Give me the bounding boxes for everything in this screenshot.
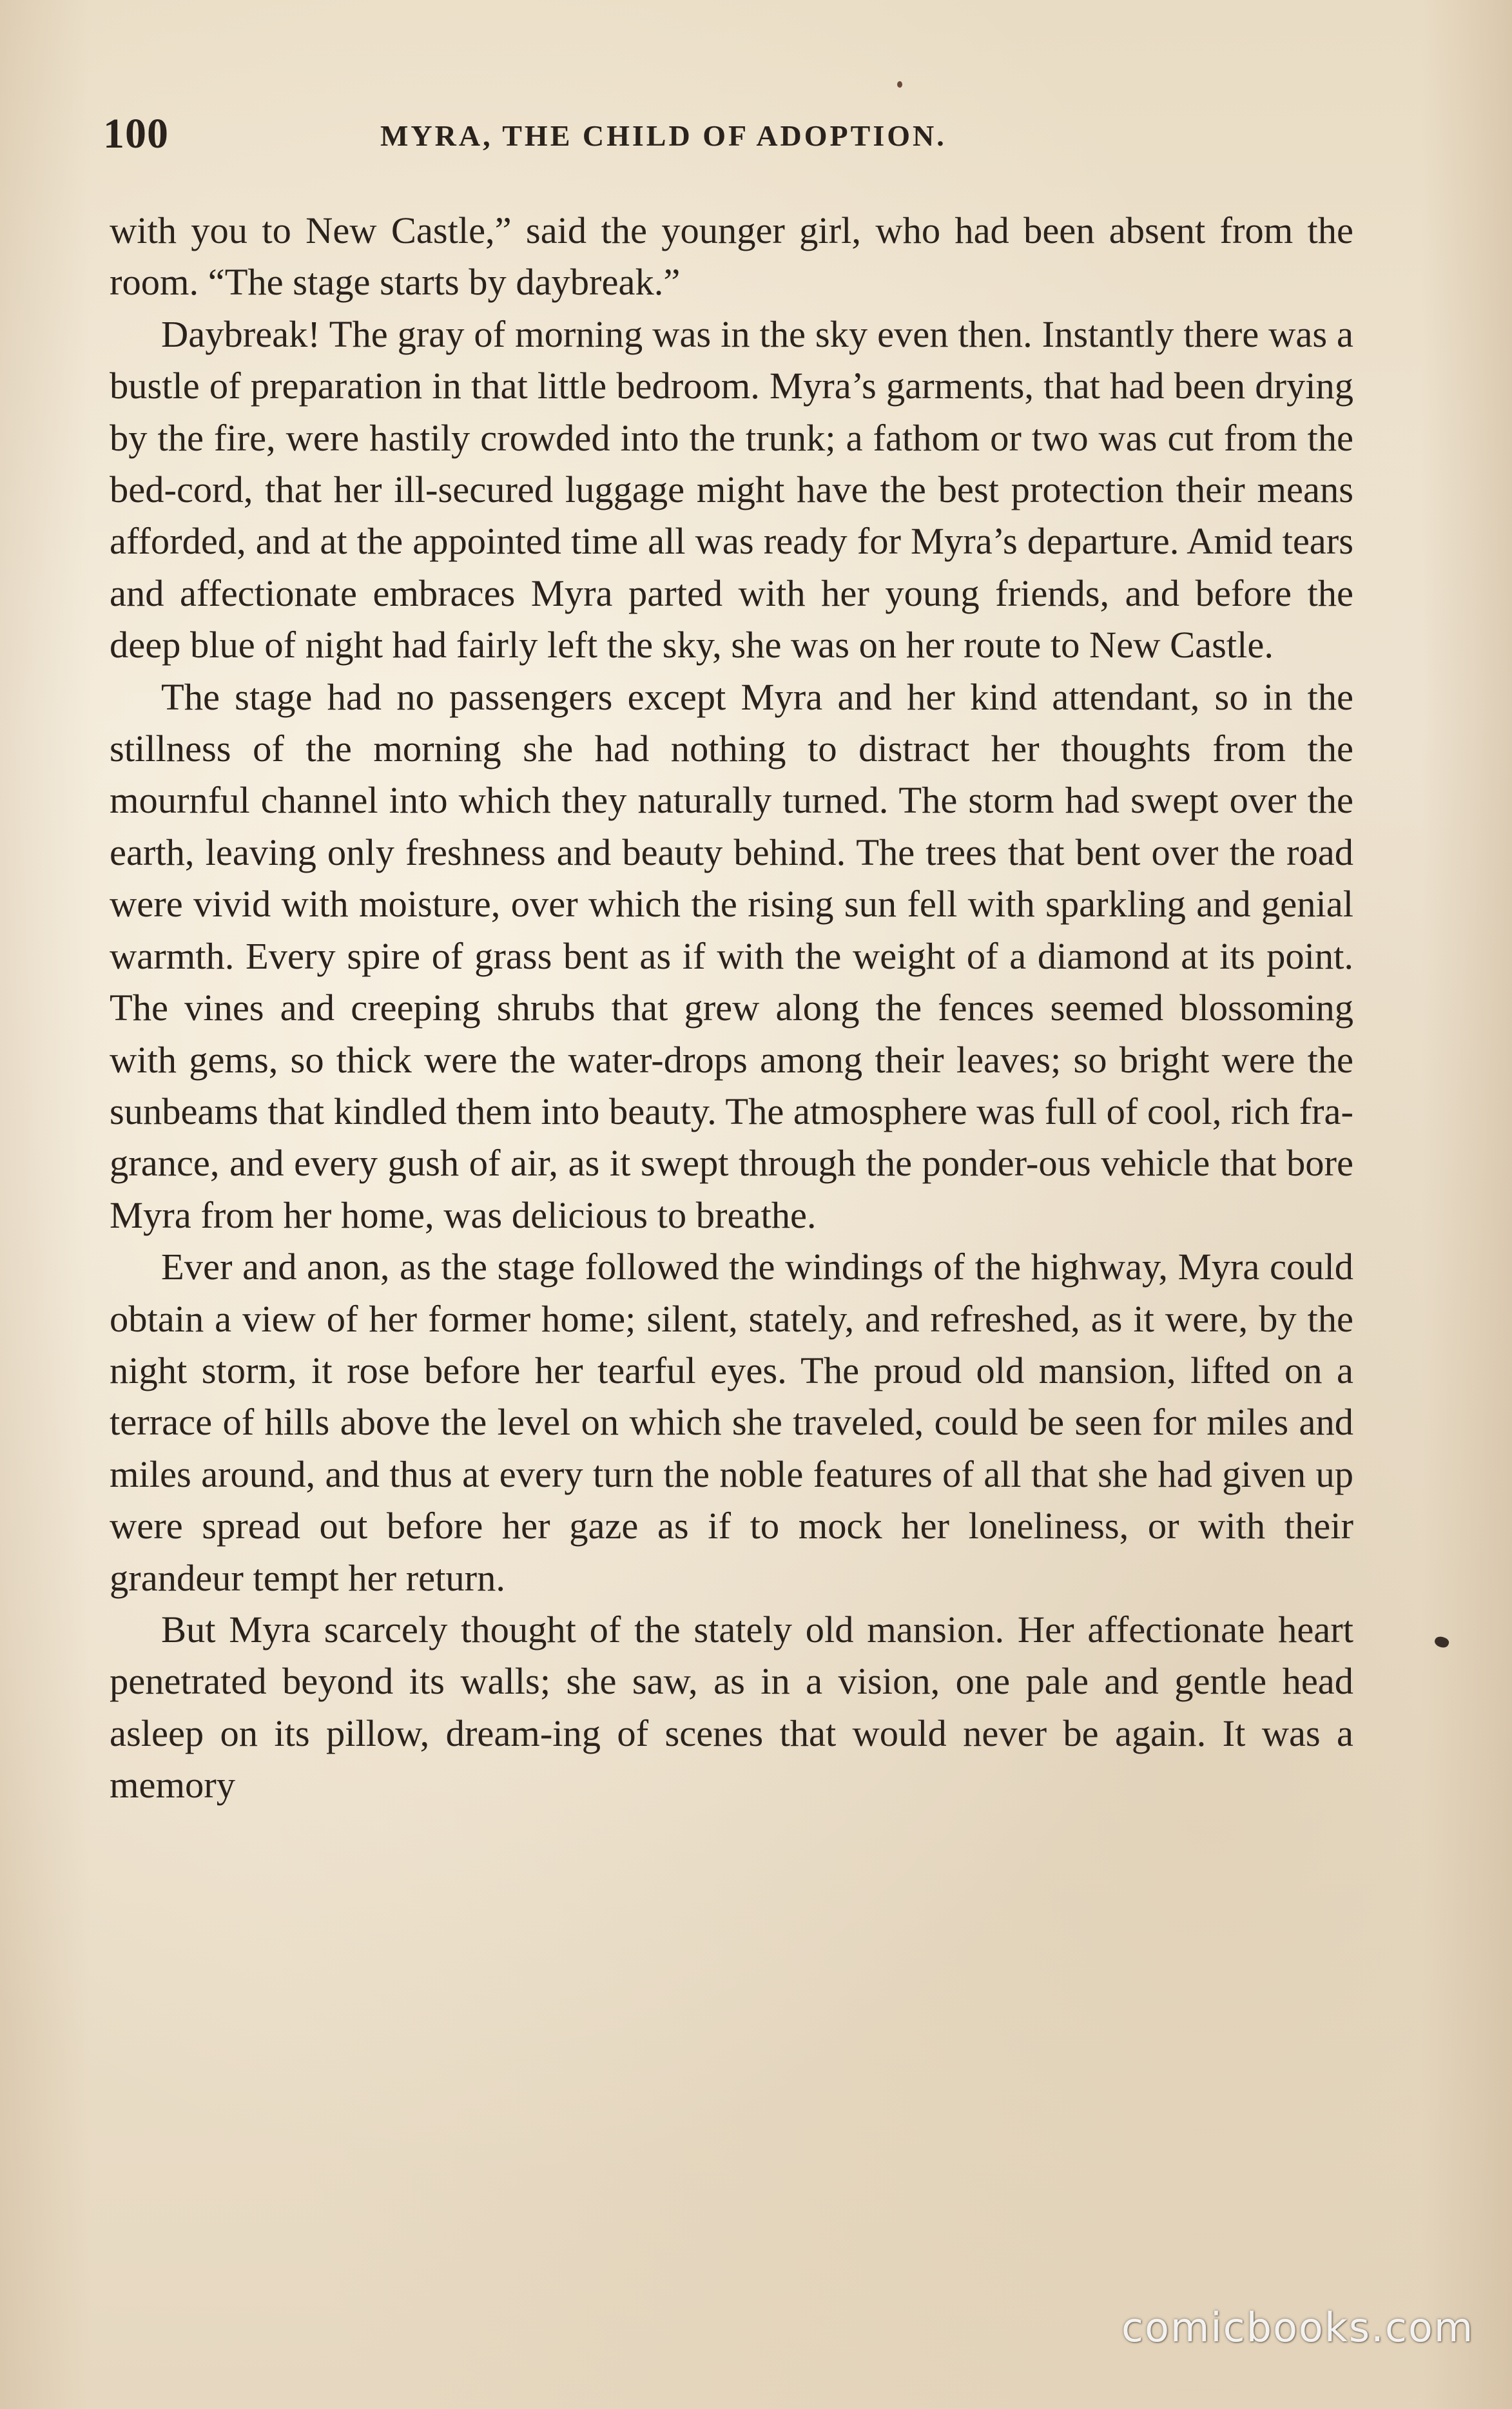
paragraph-stage: The stage had no passengers except Myra and her kind attendant, so in the stillness of the morning she had nothing to distract her thoughts from the mournful channel into which they naturally turned. The storm had swept over the earth, leaving only freshness and beauty behind. The trees that bent over the road were vivid with moisture, over which the rising sun fell with sparkling and genial warmth. Every spire of grass bent as if with the weight of a diamond at its point. The vines and creeping shrubs that grew along the fences seemed blossoming with gems, so thick were the water-drops among their leaves; so bright were the sunbeams that kindled them into beauty. The atmosphere was full of cool, rich fra-grance, and every gush of air, as it swept through the ponder-ous vehicle that bore Myra from her home, was delicious to breathe. [110, 675, 1353, 1236]
paragraph-daybreak: Daybreak! The gray of morning was in the sky even then. Instantly there was a bustle of preparation in that little bedroom. Myra’s garments, that had been drying by the fire, were hastily crowded into the trunk; a fathom or two was cut from the bed-cord, that her ill-secured luggage might have the best protection their means afforded, and at the appointed time all was ready for Myra’s departure. Amid tears and affectionate embraces Myra parted with her young friends, and before the deep blue of night had fairly left the sky, she was on her route to New Castle. [110, 313, 1353, 666]
running-title: MYRA, THE CHILD OF ADOPTION. [380, 119, 947, 152]
ink-speck [897, 81, 902, 88]
paragraph-ever-and-anon: Ever and anon, as the stage followed the windings of the highway, Myra could obtain a view of her former home; silent, stately, and refreshed, as it were, by the night storm, it rose before her tearful eyes. The proud old mansion, lifted on a terrace of hills above the level on which she traveled, could be seen for miles and miles around, and thus at every turn the noble features of all that she had given up were spread out before her gaze as if to mock her loneliness, or with their grandeur tempt her return. [110, 1246, 1353, 1599]
body-text [110, 205, 1353, 1812]
watermark: comicbooks.com [1121, 2304, 1475, 2351]
page-number: 100 [103, 110, 169, 157]
margin-ink-mark [1433, 1635, 1450, 1650]
paragraph-but-myra: But Myra scarcely thought of the stately old mansion. Her affectionate heart penetrated beyond its walls; she saw, as in a vision, one pale and gentle head asleep on its pillow, dream-ing of scenes that would never be again. It was a memory [110, 1608, 1353, 1806]
paragraph-continuation: with you to New Castle,” said the younger girl, who had been absent from the room. “The stage starts by daybreak.” [110, 209, 1353, 304]
running-head [103, 110, 1379, 168]
